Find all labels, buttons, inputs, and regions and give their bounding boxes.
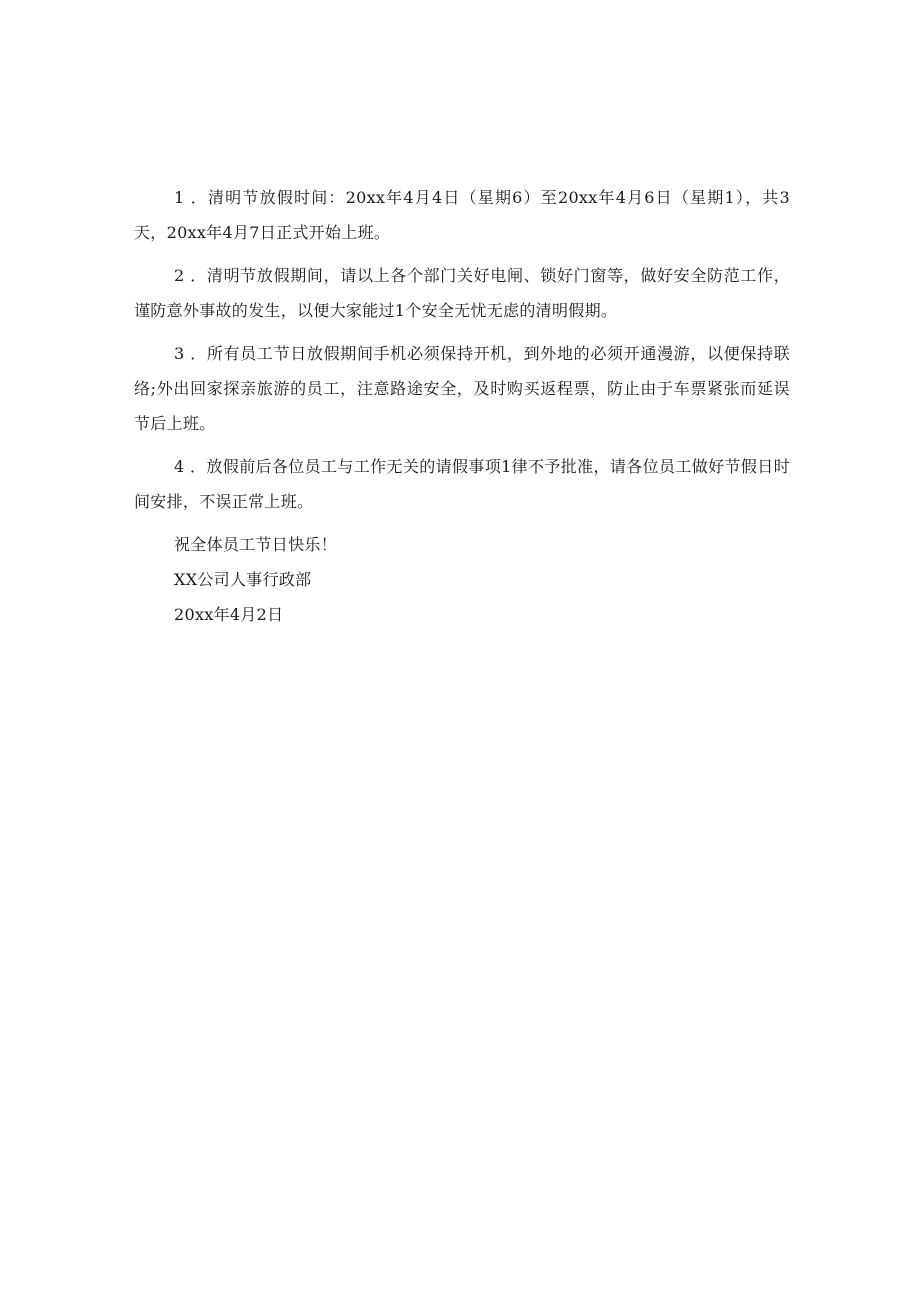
- notice-item-3: 3 ．所有员工节日放假期间手机必须保持开机，到外地的必须开通漫游，以便保持联络;外出回家探亲旅游的员工，注意路途安全，及时购买返程票，防止由于车票紧张而延误节后上班。: [134, 344, 790, 433]
- notice-body: [134, 180, 790, 632]
- signature-line: XX公司人事行政部: [174, 570, 312, 589]
- notice-item-4: 4 ．放假前后各位员工与工作无关的请假事项1律不予批准，请各位员工做好节假日时间安排，不误正常上班。: [134, 457, 790, 511]
- notice-item-2: 2 ．清明节放假期间，请以上各个部门关好电闸、锁好门窗等，做好安全防范工作，谨防意外事故的发生，以便大家能过1个安全无忧无虑的清明假期。: [134, 266, 790, 320]
- greeting-line: 祝全体员工节日快乐！: [174, 535, 338, 554]
- notice-item-1: 1 ．清明节放假时间：20xx年4月4日（星期6）至20xx年4月6日（星期1），共3天，20xx年4月7日正式开始上班。: [134, 188, 790, 242]
- date-line: 20xx年4月2日: [174, 605, 284, 624]
